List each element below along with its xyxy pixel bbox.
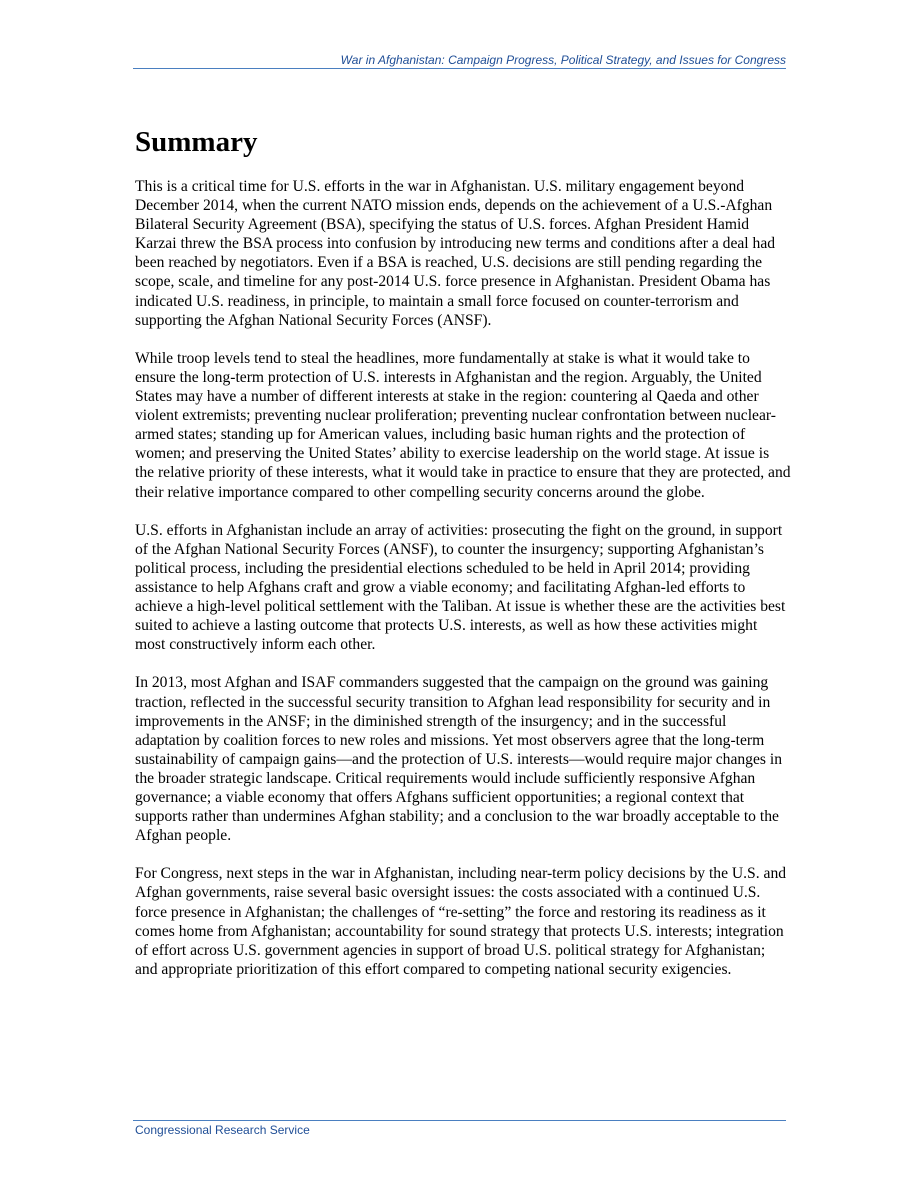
summary-body	[135, 177, 791, 998]
page-title: Summary	[135, 126, 258, 158]
summary-paragraph-5: For Congress, next steps in the war in Afghanistan, including near-term policy decisions by the U.S. and Afghan governments, raise several basic oversight issues: the costs associated with a continued U.S. force presence in Afghanistan; the challenges of “re-setting” the force and restoring its readiness as it comes home from Afghanistan; accountability for sound strategy that protects U.S. interests; integration of effort across U.S. government agencies in support of broad U.S. political strategy for Afghanistan; and appropriate prioritization of this effort compared to competing national security exigencies.	[135, 865, 787, 978]
header-divider	[133, 68, 786, 69]
footer-divider	[133, 1120, 786, 1121]
summary-paragraph-3: U.S. efforts in Afghanistan include an array of activities: prosecuting the fight on the ground, in support of the Afghan National Security Forces (ANSF), to counter the insurgency; supporting Afghanistan’s political process, including the presidential elections scheduled to be held in April 2014; providing assistance to help Afghans craft and grow a viable economy; and facilitating Afghan-led efforts to achieve a high-level political settlement with the Taliban. At issue is whether these are the activities best suited to achieve a lasting outcome that protects U.S. interests, as well as how these activities might most constructively inform each other.	[135, 521, 786, 654]
footer-publisher: Congressional Research Service	[135, 1123, 310, 1137]
summary-paragraph-4: In 2013, most Afghan and ISAF commanders suggested that the campaign on the ground was gaining traction, reflected in the successful security transition to Afghan lead responsibility for security and in improvements in the ANSF; in the diminished strength of the insurgency; and in the successful adaptation by coalition forces to new roles and missions. Yet most observers agree that the long-term sustainability of campaign gains—and the protection of U.S. interests—would require major changes in the broader strategic landscape. Critical requirements would include sufficiently responsive Afghan governance; a viable economy that offers Afghans sufficient opportunities; a regional context that supports rather than undermines Afghan stability; and a conclusion to the war broadly acceptable to the Afghan people.	[135, 674, 782, 845]
summary-paragraph-1: This is a critical time for U.S. efforts in the war in Afghanistan. U.S. military engagement beyond December 2014, when the current NATO mission ends, depends on the achievement of a U.S.-Afghan Bilateral Security Agreement (BSA), specifying the status of U.S. forces. Afghan President Hamid Karzai threw the BSA process into confusion by introducing new terms and conditions after a deal had been reached by negotiators. Even if a BSA is reached, U.S. decisions are still pending regarding the scope, scale, and timeline for any post-2014 U.S. force presence in Afghanistan. President Obama has indicated U.S. readiness, in principle, to maintain a small force focused on counter-terrorism and supporting the Afghan National Security Forces (ANSF).	[135, 178, 776, 329]
running-header: War in Afghanistan: Campaign Progress, Political Strategy, and Issues for Congress	[340, 53, 786, 67]
summary-paragraph-2: While troop levels tend to steal the headlines, more fundamentally at stake is what it would take to ensure the long-term protection of U.S. interests in Afghanistan and the region. Arguably, the United States may have a number of different interests at stake in the region: countering al Qaeda and other violent extremists; preventing nuclear proliferation; preventing nuclear confrontation between nuclear-armed states; standing up for American values, including basic human rights and the protection of women; and preserving the United States’ ability to exercise leadership on the world stage. At issue is the relative priority of these interests, what it would take in practice to ensure that they are protected, and their relative importance compared to other compelling security concerns around the globe.	[135, 349, 791, 501]
